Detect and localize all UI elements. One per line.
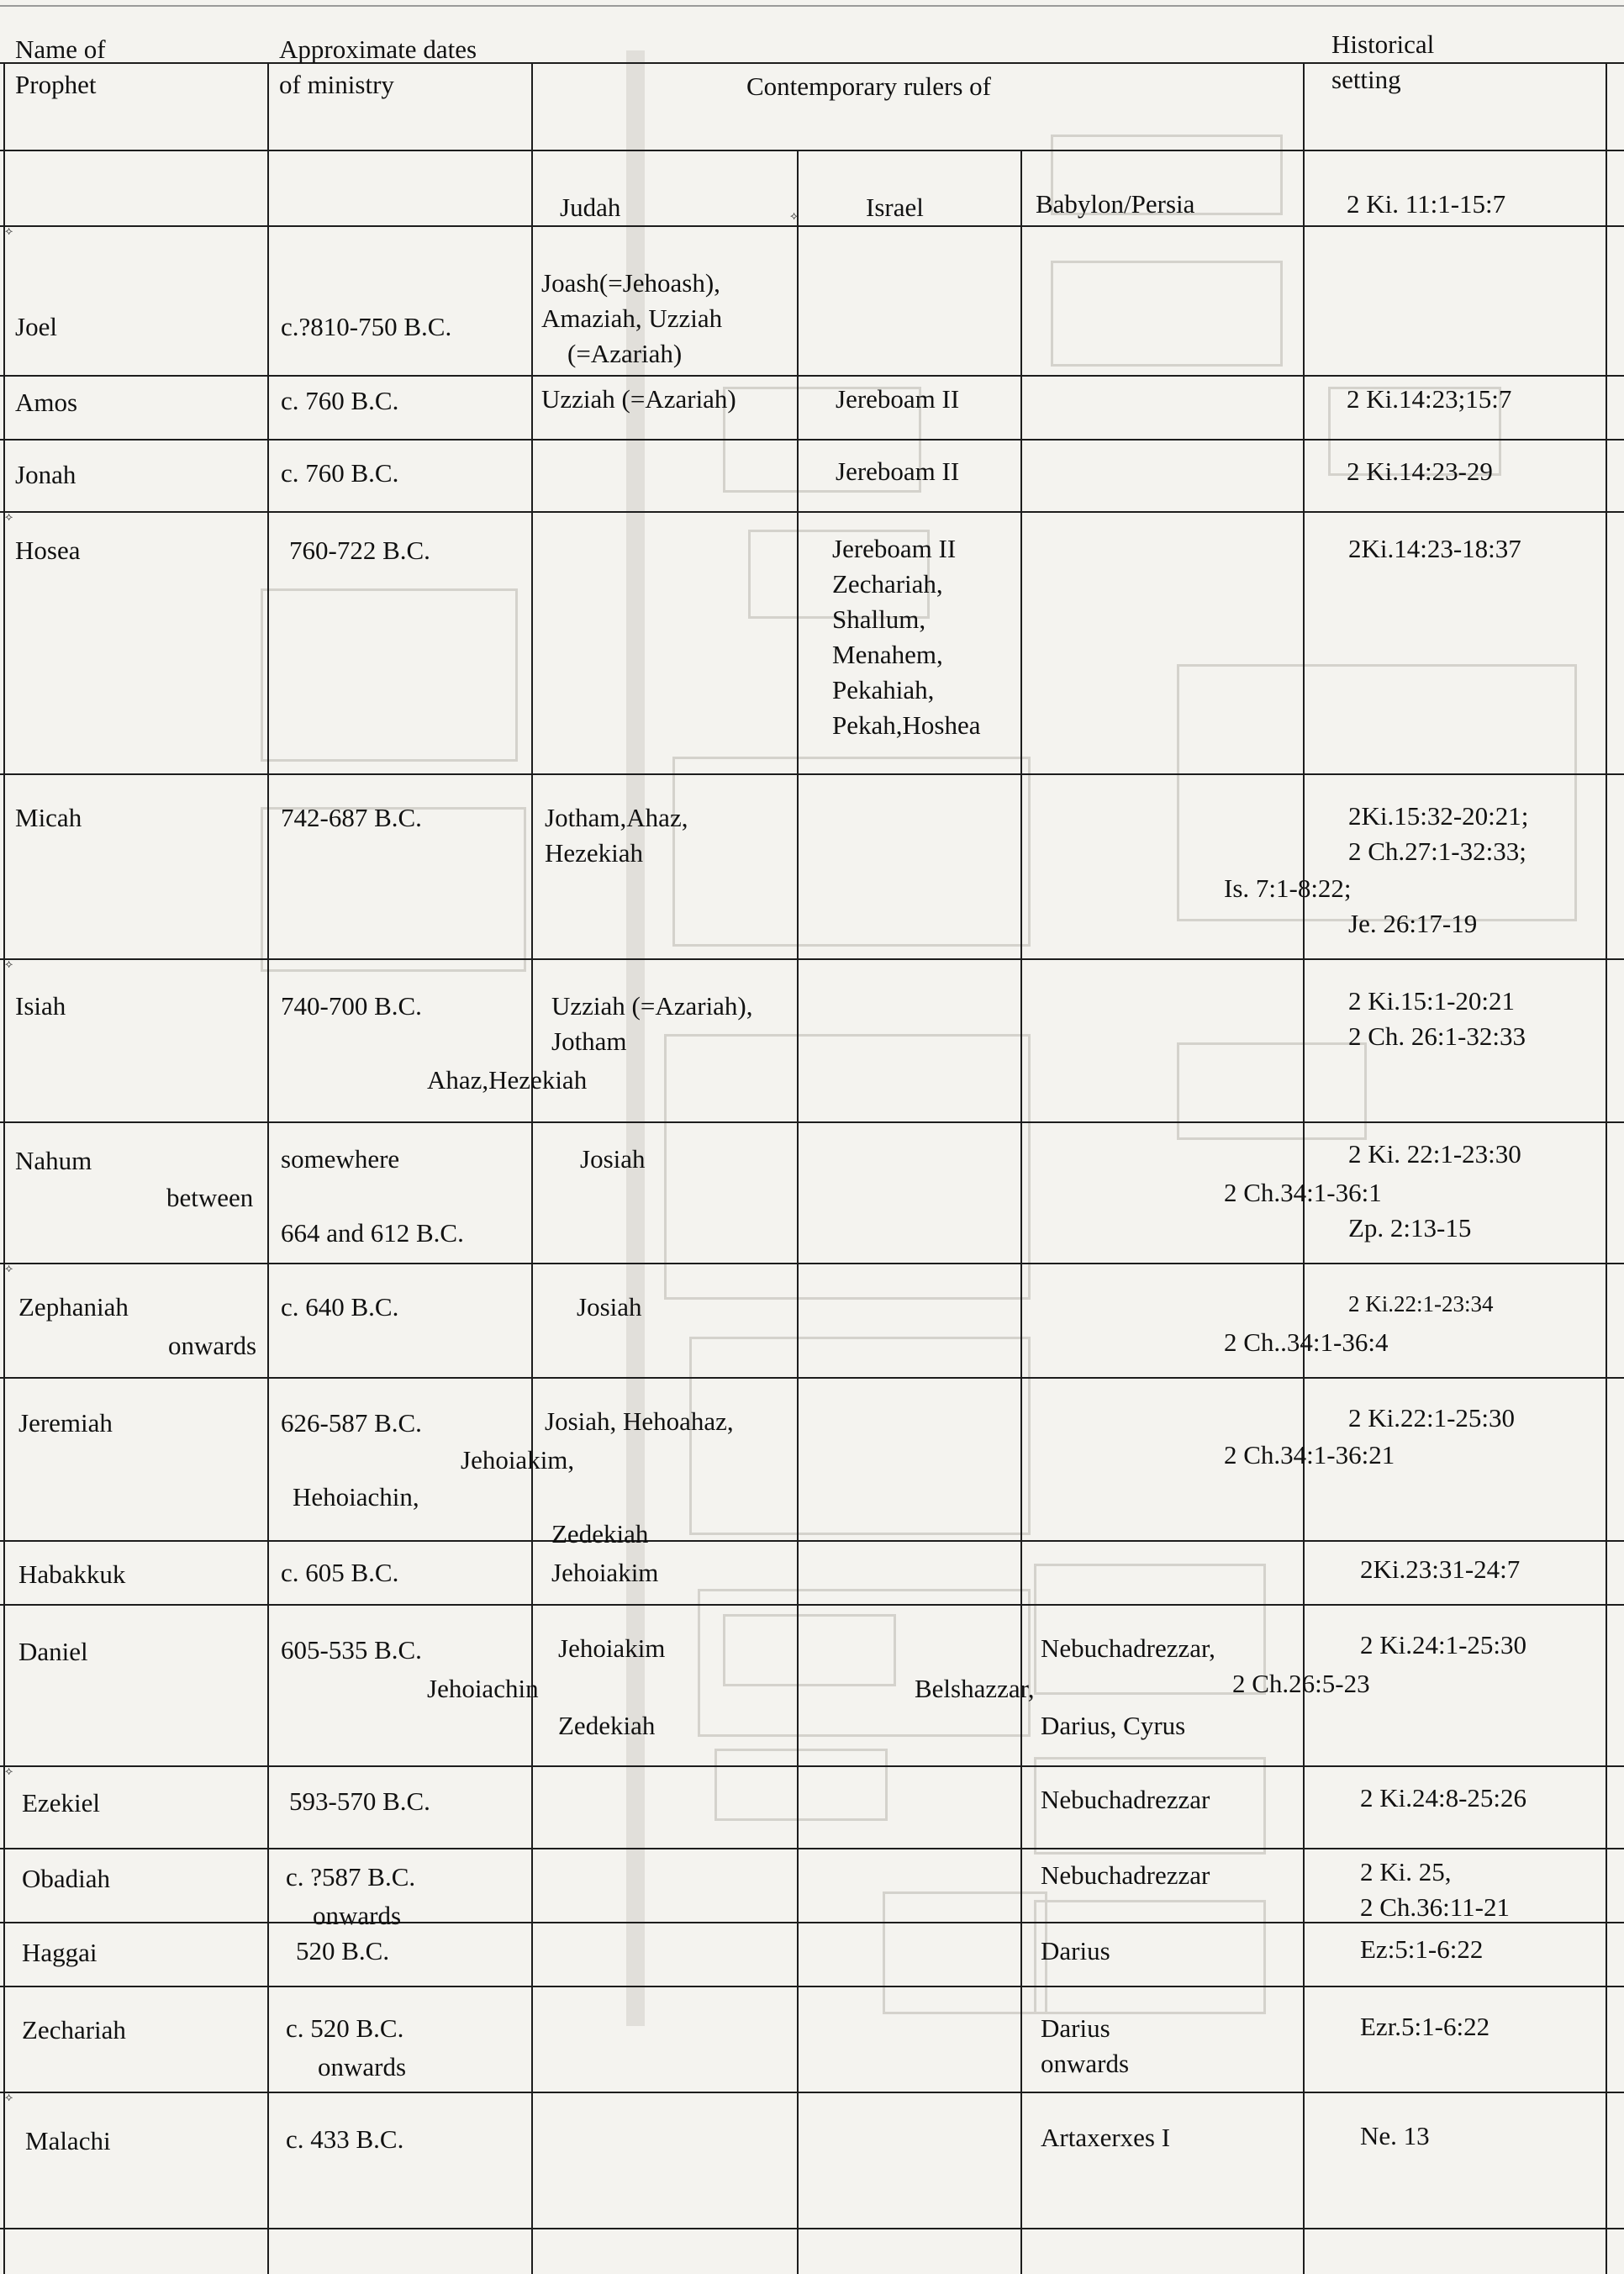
judah-rulers: Jehoiakim — [551, 1558, 659, 1587]
prophet-name: Isiah — [15, 991, 66, 1021]
row-handle-mark: ⟡ — [5, 511, 13, 524]
judah-rulers: Josiah, Hehoahaz, — [545, 1406, 734, 1436]
ministry-dates: c. 520 B.C. — [286, 2013, 404, 2043]
babylon-persia-rulers: Artaxerxes I — [1041, 2123, 1171, 2152]
prophet-name: Malachi — [25, 2126, 111, 2155]
historical-setting: 2 Ki.14:23-29 — [1347, 456, 1493, 486]
row-handle-mark: ⟡ — [5, 1765, 13, 1778]
historical-setting-extra: 2 Ch.26:5-23 — [1232, 1669, 1370, 1698]
historical-setting: Ezr.5:1-6:22 — [1360, 2012, 1490, 2041]
intro-setting-ref: 2 Ki. 11:1-15:7 — [1347, 189, 1506, 219]
ministry-dates-extra: onwards — [313, 1901, 402, 1930]
israel-rulers: Belshazzar, — [915, 1674, 1035, 1703]
subheader-israel: Israel — [866, 193, 924, 222]
judah-rulers-extra: Hehoiachin, — [293, 1482, 419, 1512]
ministry-dates: 520 B.C. — [296, 1936, 390, 1965]
prophet-name: Ezekiel — [22, 1788, 100, 1818]
prophet-name: Daniel — [18, 1637, 88, 1666]
ministry-dates: c. 760 B.C. — [281, 458, 399, 488]
header-contemporary-rulers: Contemporary rulers of — [746, 71, 991, 101]
ministry-dates: c. 433 B.C. — [286, 2124, 404, 2154]
historical-setting-extra: Je. 26:17-19 — [1348, 909, 1478, 938]
historical-setting: 2Ki.15:32-20:21; 2 Ch.27:1-32:33; — [1348, 801, 1529, 866]
column-handle-mark: ⟡ — [790, 210, 799, 223]
prophet-name: Jeremiah — [18, 1408, 113, 1438]
prophet-name: Habakkuk — [18, 1559, 126, 1589]
judah-rulers: Josiah — [580, 1144, 646, 1174]
judah-rulers: Josiah — [577, 1292, 642, 1322]
historical-setting-extra: 2 Ch.34:1-36:21 — [1224, 1440, 1395, 1469]
prophet-name: Amos — [15, 388, 78, 417]
subheader-judah: Judah — [560, 193, 621, 222]
historical-setting: 2 Ki.15:1-20:21 2 Ch. 26:1-32:33 — [1348, 986, 1526, 1051]
row-handle-mark: ⟡ — [5, 958, 13, 971]
ministry-dates-extra: 664 and 612 B.C. — [281, 1218, 464, 1248]
babylon-persia-rulers: Darius — [1041, 1936, 1110, 1965]
ministry-dates: somewhere — [281, 1144, 400, 1174]
judah-rulers: Uzziah (=Azariah), Jotham — [551, 991, 753, 1056]
babylon-persia-rulers: Nebuchadrezzar, — [1041, 1633, 1215, 1663]
historical-setting: 2Ki.23:31-24:7 — [1360, 1554, 1521, 1584]
ministry-dates: c.?810-750 B.C. — [281, 312, 452, 341]
israel-rulers: Jereboam II — [836, 384, 960, 414]
ministry-dates: c. 605 B.C. — [281, 1558, 399, 1587]
historical-setting-extra: Is. 7:1-8:22; — [1224, 873, 1352, 903]
historical-setting: 2 Ki.22:1-25:30 — [1348, 1403, 1516, 1432]
header-approximate-dates: Approximate dates of ministry — [279, 34, 477, 99]
ministry-dates: 593-570 B.C. — [289, 1786, 430, 1816]
prophet-name: Jonah — [15, 460, 76, 489]
ministry-dates: 760-722 B.C. — [289, 536, 430, 565]
prophet-name: Zephaniah — [18, 1292, 129, 1322]
prophet-name: Joel — [15, 312, 57, 341]
historical-setting: Ez:5:1-6:22 — [1360, 1934, 1484, 1964]
prophet-name: Haggai — [22, 1938, 98, 1967]
header-name-of-prophet: Name of Prophet — [15, 34, 106, 99]
historical-setting: 2 Ki. 25, 2 Ch.36:11-21 — [1360, 1857, 1510, 1922]
ministry-dates: c. 760 B.C. — [281, 386, 399, 415]
ministry-dates: c. ?587 B.C. — [286, 1862, 416, 1891]
ministry-dates: 605-535 B.C. — [281, 1635, 422, 1665]
header-historical-setting: Historical setting — [1331, 29, 1435, 94]
historical-setting: 2 Ki.24:8-25:26 — [1360, 1783, 1527, 1812]
historical-setting-extra: 2 Ch..34:1-36:4 — [1224, 1327, 1389, 1357]
historical-setting: 2Ki.14:23-18:37 — [1348, 534, 1521, 563]
judah-rulers-extra: Jehoiachin — [427, 1674, 539, 1703]
babylon-persia-rulers-extra: Darius, Cyrus — [1041, 1711, 1186, 1740]
judah-rulers: Jotham,Ahaz, Hezekiah — [545, 803, 688, 868]
israel-rulers: Jereboam II — [836, 456, 960, 486]
historical-setting-extra: 2 Ch.34:1-36:1 — [1224, 1178, 1382, 1207]
babylon-persia-rulers: Nebuchadrezzar — [1041, 1785, 1210, 1814]
historical-setting: 2 Ki.14:23;15:7 — [1347, 384, 1512, 414]
historical-setting: 2 Ki.22:1-23:34 — [1348, 1291, 1494, 1316]
judah-rulers: Uzziah (=Azariah) — [541, 384, 736, 414]
historical-setting: 2 Ki.24:1-25:30 — [1360, 1630, 1527, 1659]
prophet-name: Obadiah — [22, 1864, 111, 1893]
row-handle-mark: ⟡ — [5, 1263, 13, 1275]
ministry-dates-extra: onwards — [318, 2052, 407, 2081]
judah-rulers-extra: Zedekiah — [558, 1711, 656, 1740]
row-handle-mark: ⟡ — [5, 2092, 13, 2104]
judah-rulers-extra: Jehoiakim, — [461, 1445, 575, 1475]
ministry-dates: c. 640 B.C. — [281, 1292, 399, 1322]
row-handle-mark: ⟡ — [5, 225, 13, 238]
prophet-name: Zechariah — [22, 2015, 126, 2044]
historical-setting: 2 Ki. 22:1-23:30 — [1348, 1139, 1521, 1169]
ministry-dates: 740-700 B.C. — [281, 991, 422, 1021]
prophet-name: Hosea — [15, 536, 81, 565]
ministry-dates-extra: onwards — [168, 1331, 257, 1360]
subheader-babylon-persia: Babylon/Persia — [1036, 189, 1195, 219]
judah-rulers-extra: Zedekiah — [551, 1519, 649, 1549]
babylon-persia-rulers: Darius onwards — [1041, 2013, 1130, 2078]
babylon-persia-rulers: Nebuchadrezzar — [1041, 1860, 1210, 1890]
judah-rulers-extra: Ahaz,Hezekiah — [427, 1065, 588, 1095]
judah-rulers: Joash(=Jehoash), Amaziah, Uzziah (=Azariah) — [541, 268, 723, 368]
ministry-dates: 742-687 B.C. — [281, 803, 422, 832]
ministry-dates: 626-587 B.C. — [281, 1408, 422, 1438]
ministry-dates-extra: between — [166, 1183, 254, 1212]
prophet-name: Nahum — [15, 1146, 92, 1175]
historical-setting-extra: Zp. 2:13-15 — [1348, 1213, 1472, 1243]
historical-setting: Ne. 13 — [1360, 2121, 1430, 2150]
prophet-name: Micah — [15, 803, 82, 832]
judah-rulers: Jehoiakim — [558, 1633, 666, 1663]
israel-rulers: Jereboam II Zechariah, Shallum, Menahem, Pekahiah, Pekah,Hoshea — [832, 534, 981, 740]
